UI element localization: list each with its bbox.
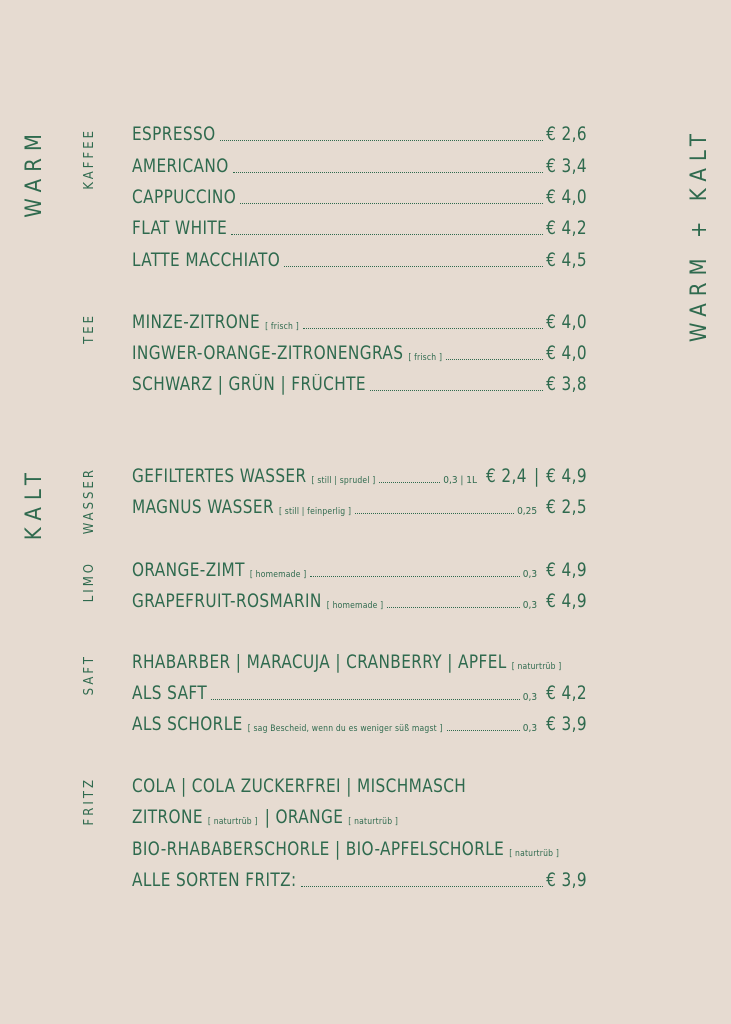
warm-kalt-label: WARM + KALT (687, 127, 712, 343)
item-name: COLA | COLA ZUCKERFREI | MISCHMASCH (132, 776, 467, 798)
item-volume: 0,3 (522, 723, 538, 734)
fritz-line-1 (132, 776, 587, 800)
price-separator: | (533, 466, 540, 488)
menu-item-schwarz-gruen (132, 374, 587, 398)
item-name: | ORANGE (264, 807, 344, 829)
menu-item-cappuccino (132, 187, 587, 211)
category-saft: SAFT (82, 654, 97, 696)
item-note: [ still | sprudel ] (311, 476, 376, 486)
item-name: ESPRESSO (132, 124, 216, 146)
dot-leader (446, 351, 543, 360)
item-name: CAPPUCCINO (132, 187, 237, 209)
item-note: [ homemade ] (326, 601, 384, 611)
menu-item-orange-zimt (132, 560, 587, 584)
category-kaffee: KAFFEE (82, 128, 97, 190)
item-name: ALLE SORTEN FRITZ: (132, 870, 297, 892)
item-name: ALS SCHORLE (132, 714, 243, 736)
item-name: INGWER-ORANGE-ZITRONENGRAS (132, 343, 404, 365)
dot-leader (233, 164, 543, 173)
item-note: [ naturtrüb ] (511, 662, 562, 672)
item-price: € 4,0 (546, 343, 587, 365)
item-volume: 0,3 (522, 692, 538, 703)
item-note: [ frisch ] (265, 322, 299, 332)
item-note: [ naturtrüb ] (207, 817, 258, 827)
fritz-line-2 (132, 807, 587, 831)
dot-leader (231, 226, 543, 235)
category-fritz: FRITZ (82, 777, 97, 826)
item-name: MINZE-ZITRONE (132, 312, 261, 334)
fritz-all-sorts (132, 870, 587, 894)
menu-item-latte-macchiato (132, 250, 587, 274)
menu-item-grapefruit-rosmarin (132, 591, 587, 615)
item-name: RHABARBER | MARACUJA | CRANBERRY | APFEL (132, 652, 507, 674)
dot-leader (370, 382, 543, 391)
item-name: MAGNUS WASSER (132, 497, 274, 519)
item-price: € 3,9 (546, 714, 587, 736)
item-price: € 2,5 (546, 497, 587, 519)
item-name: GEFILTERTES WASSER (132, 466, 307, 488)
dot-leader (310, 568, 519, 577)
item-price: € 4,9 (546, 591, 587, 613)
category-limo: LIMO (82, 561, 97, 603)
item-price: € 4,0 (546, 187, 587, 209)
item-name: FLAT WHITE (132, 218, 228, 240)
dot-leader (220, 132, 544, 141)
item-note: [ still | feinperlig ] (278, 507, 352, 517)
item-price: € 4,0 (546, 312, 587, 334)
item-note: [ naturtrüb ] (509, 849, 560, 859)
item-price: € 3,8 (546, 374, 587, 396)
warm-label: WARM (22, 127, 47, 218)
item-price: € 4,5 (546, 250, 587, 272)
item-name: BIO-RHABABERSCHORLE | BIO-APFELSCHORLE (132, 839, 505, 861)
menu-item-minze-zitrone (132, 312, 587, 336)
item-note: [ frisch ] (408, 353, 443, 363)
item-price: € 4,9 (546, 560, 587, 582)
item-volume: 0,3 | 1L (443, 475, 478, 486)
item-name: GRAPEFRUIT-ROSMARIN (132, 591, 322, 613)
dot-leader (355, 505, 514, 514)
fritz-line-3 (132, 839, 587, 863)
item-name: ORANGE-ZIMT (132, 560, 245, 582)
dot-leader (211, 691, 520, 700)
item-name: AMERICANO (132, 156, 229, 178)
item-price: € 3,9 (546, 870, 587, 892)
item-price: € 3,4 (546, 156, 587, 178)
item-price: € 4,2 (546, 218, 587, 240)
menu-item-magnus-wasser (132, 497, 587, 521)
item-name: ALS SAFT (132, 683, 208, 705)
item-note: [ naturtrüb ] (348, 817, 399, 827)
dot-leader (447, 722, 520, 731)
item-price-2: € 4,9 (546, 466, 587, 488)
dot-leader (301, 878, 544, 887)
item-price: € 2,6 (546, 124, 587, 146)
item-volume: 0,3 (522, 569, 538, 580)
category-wasser: WASSER (82, 467, 97, 535)
menu-item-ingwer-orange (132, 343, 587, 367)
kalt-label: KALT (22, 466, 47, 541)
menu-item-als-schorle (132, 714, 587, 738)
menu-item-americano (132, 156, 587, 180)
item-volume: 0,25 (517, 506, 538, 517)
saft-heading (132, 652, 587, 676)
item-note: [ homemade ] (249, 570, 307, 580)
item-price: € 2,4 (486, 466, 527, 488)
item-name: SCHWARZ | GRÜN | FRÜCHTE (132, 374, 366, 396)
menu-item-espresso (132, 124, 587, 148)
category-tee: TEE (82, 313, 97, 344)
menu-item-flat-white (132, 218, 587, 242)
item-price: € 4,2 (546, 683, 587, 705)
menu-item-gefiltertes-wasser (132, 466, 587, 490)
dot-leader (284, 258, 543, 267)
item-note: [ sag Bescheid, wenn du es weniger süß magst ] (247, 724, 443, 734)
dot-leader (387, 599, 519, 608)
menu-item-als-saft (132, 683, 587, 707)
dot-leader (240, 195, 543, 204)
item-volume: 0,3 (522, 600, 538, 611)
dot-leader (379, 474, 440, 483)
item-name: LATTE MACCHIATO (132, 250, 281, 272)
item-name: ZITRONE (132, 807, 203, 829)
dot-leader (303, 320, 543, 329)
